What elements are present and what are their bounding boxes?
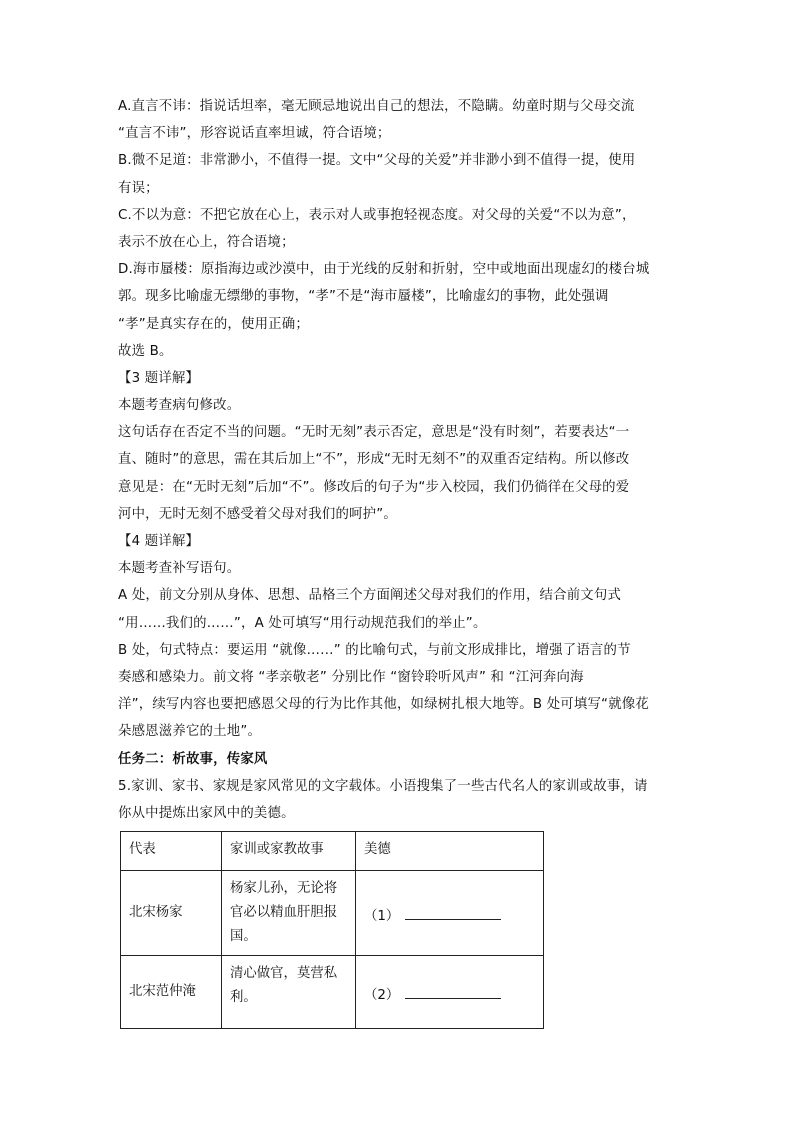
question-text: 你从中提炼出家风中的美德。: [118, 805, 295, 821]
text-line: B.微不足道：非常渺小，不值得一提。文中“父母的关爱”并非渺小到不值得一提，使用: [118, 153, 636, 169]
header-story: 家训或家教故事: [222, 832, 356, 871]
text-line: “用……我们的……”，A 处可填写“用行动规范我们的举止”。: [118, 615, 487, 631]
section-heading: 【4 题详解】: [118, 534, 200, 549]
text-line: 河中，无时无刻不感受着父母对我们的呵护”。: [118, 506, 397, 522]
cell-representative: 北宋杨家: [121, 871, 222, 956]
section-heading: 【3 题详解】: [118, 370, 200, 386]
text-line: B 处，句式特点：要运用 “就像……” 的比喻句式，与前文形成排比，增强了语言的节: [118, 642, 631, 658]
text-line: “直言不讳”，形容说话直率坦诚，符合语境；: [118, 126, 391, 142]
header-representative: 代表: [121, 832, 222, 871]
text-line: 朵感恩滋养它的土地”。: [118, 724, 262, 740]
table-row: [121, 871, 544, 956]
header-virtue: 美德: [356, 832, 544, 871]
table-row: [121, 956, 544, 1029]
table-header-row: [121, 832, 544, 871]
text-line: A.直言不讳：指说话坦率，毫无顾忌地说出自己的想法，不隐瞒。幼童时期与父母交流: [118, 99, 635, 114]
answer-blank[interactable]: [405, 984, 501, 999]
text-line: 洋”，续写内容也要把感恩父母的行为比作其他，如绿树扎根大地等。B 处可填写“就像花: [118, 697, 649, 713]
text-line: 表示不放在心上，符合语境；: [118, 234, 295, 250]
task-heading: 任务二：析故事，传家风: [118, 751, 268, 767]
text-line: “孝”是真实存在的，使用正确；: [118, 316, 309, 332]
blank-number: （2）: [364, 988, 400, 1003]
text-line: C.不以为意：不把它放在心上，表示对人或事抱轻视态度。对父母的关爱“不以为意”，: [118, 207, 636, 223]
question-text: 5.家训、家书、家规是家风常见的文字载体。小语搜集了一些古代名人的家训或故事，请: [118, 778, 648, 794]
text-line: 本题考查补写语句。: [118, 561, 241, 577]
text-line: 有误；: [118, 180, 159, 196]
cell-story: 清心做官，莫营私利。: [222, 956, 356, 1029]
text-line: 这句话存在否定不当的问题。“无时无刻”表示否定，意思是“没有时刻”，若要表达“一: [118, 425, 630, 441]
document-body: [118, 93, 678, 827]
text-line: 本题考查病句修改。: [118, 398, 241, 414]
answer-blank[interactable]: [405, 905, 501, 920]
cell-virtue: [356, 871, 544, 956]
text-line: 直、随时”的意思，需在其后加上“不”，形成“无时无刻不”的双重否定结构。所以修改: [118, 452, 630, 468]
cell-virtue: [356, 956, 544, 1029]
text-line: 郭。现多比喻虚无缥缈的事物，“孝”不是“海市蜃楼”，比喻虚幻的事物，此处强调: [118, 289, 609, 305]
text-line: D.海市蜃楼：原指海边或沙漠中，由于光线的反射和折射，空中或地面出现虚幻的楼台城: [118, 262, 650, 278]
blank-number: （1）: [364, 909, 400, 924]
cell-representative: 北宋范仲淹: [121, 956, 222, 1029]
family-virtue-table: [120, 831, 544, 1029]
text-line: 意见是：在“无时无刻”后加“不”。修改后的句子为“步入校园，我们仍徜徉在父母的爱: [118, 479, 630, 495]
text-line: A 处，前文分别从身体、思想、品格三个方面阐述父母对我们的作用，结合前文句式: [118, 588, 622, 604]
text-line: 奏感和感染力。前文将 “孝亲敬老” 分别比作 “窗铃聆听风声” 和 “江河奔向海: [118, 669, 584, 685]
text-line: 故选 B。: [118, 343, 173, 359]
cell-story: 杨家儿孙，无论将官必以精血肝胆报国。: [222, 871, 356, 956]
